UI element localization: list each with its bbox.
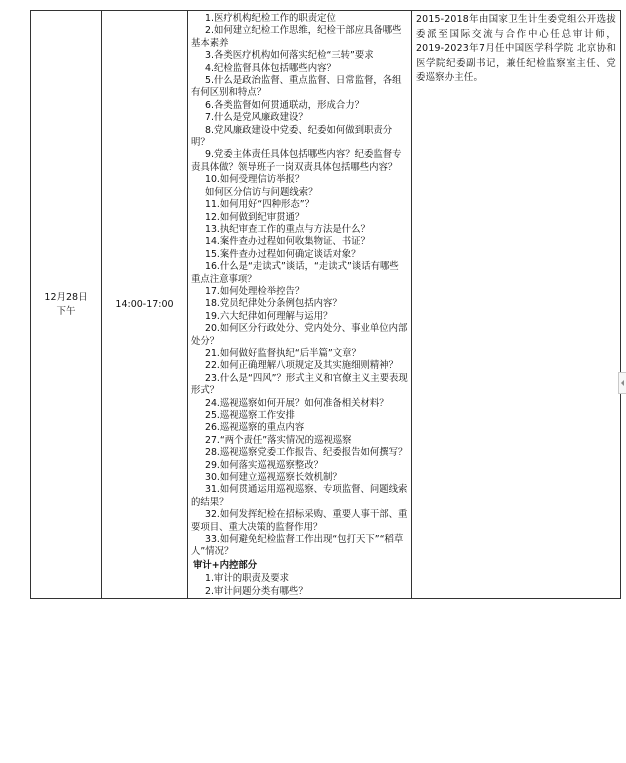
session-time: 14:00-17:00 xyxy=(115,299,174,311)
audit-subheading: 审计+内控部分 xyxy=(193,559,258,571)
topic-item: 30.如何建立巡视巡察长效机制？ xyxy=(205,472,342,484)
topic-item: 25.巡视巡察工作安排 xyxy=(205,410,295,421)
topic-item: 27.“两个责任”落实情况的巡视巡察 xyxy=(205,434,352,446)
topic-item: 24.巡视巡察如何开展？如何准备相关材料？ xyxy=(205,397,389,409)
content-cell xyxy=(188,11,412,599)
topic-item: 23.什么是“四风”？形式主义和官僚主义主要表现形式？ xyxy=(191,372,408,397)
topic-item: 11.如何用好“四种形态”？ xyxy=(205,199,314,211)
topic-item: 2.审计问题分类有哪些？ xyxy=(205,585,308,597)
topic-item: 10.如何受理信访举报？ xyxy=(205,174,305,186)
topic-item: 19.六大纪律如何理解与运用？ xyxy=(205,310,333,322)
topic-item: 3.各类医疗机构如何落实纪检“三转”要求 xyxy=(205,50,374,62)
topic-item: 12.如何做到纪审贯通？ xyxy=(205,211,305,223)
topic-item: 29.如何落实巡视巡察整改？ xyxy=(205,459,324,471)
topic-item: 21.如何做好监督执纪“后半篇”文章？ xyxy=(205,347,361,359)
topic-item: 1.医疗机构纪检工作的职责定位 xyxy=(205,13,336,24)
instructor-bio-cell xyxy=(412,11,621,599)
session-date: 12月28日 xyxy=(44,291,88,303)
session-period: 下午 xyxy=(56,305,76,317)
topic-item: 33.如何避免纪检监督工作出现“包打天下”“稻草人”情况？ xyxy=(191,534,404,558)
topic-item: 6.各类监督如何贯通联动，形成合力？ xyxy=(205,99,364,111)
topic-item: 1.审计的职责及要求 xyxy=(205,573,289,585)
topic-item: 18.党员纪律处分条例包括内容？ xyxy=(205,298,342,310)
topic-item: 如何区分信访与问题线索？ xyxy=(205,186,318,198)
topic-item: 5.什么是政治监督、重点监督、日常监督，各组有何区别和特点？ xyxy=(191,75,402,99)
schedule-row xyxy=(31,11,621,599)
topic-item: 32.如何发挥纪检在招标采购、重要人事干部、重要项目、重大决策的监督作用？ xyxy=(191,509,408,533)
topic-item: 22.如何正确理解八项规定及其实施细则精神？ xyxy=(205,360,399,372)
topic-item: 8.党风廉政建设中党委、纪委如何做到职责分明？ xyxy=(191,124,393,149)
topic-item: 20.如何区分行政处分、党内处分、事业单位内部处分？ xyxy=(191,323,408,347)
topic-item: 31.如何贯通运用巡视巡察、专项监督、问题线索的结果？ xyxy=(191,484,408,508)
topic-item: 7.什么是党风廉政建设？ xyxy=(205,112,308,124)
topic-item: 14.案件查办过程如何收集物证、书证？ xyxy=(205,236,370,248)
time-cell xyxy=(102,11,188,599)
topic-item: 28.巡视巡察党委工作报告、纪委报告如何撰写？ xyxy=(205,447,408,459)
topic-item: 13.执纪审查工作的重点与方法是什么？ xyxy=(205,223,370,235)
topic-list xyxy=(191,13,408,559)
topic-item: 2.如何建立纪检工作思维，纪检干部应具备哪些基本素养 xyxy=(191,25,402,49)
topic-item: 16.什么是“走读式”谈话，“走读式”谈话有哪些重点注意事项？ xyxy=(191,261,399,285)
collapse-handle-icon[interactable] xyxy=(618,372,626,394)
schedule-table xyxy=(30,10,621,599)
topic-item: 26.巡视巡察的重点内容 xyxy=(205,422,305,434)
topic-item: 4.纪检监督具体包括哪些内容？ xyxy=(205,62,336,74)
date-cell xyxy=(31,11,102,599)
topic-item: 17.如何处理检举控告？ xyxy=(205,285,305,297)
audit-topic-list xyxy=(191,573,408,598)
topic-item: 9.党委主体责任具体包括哪些内容？纪委监督专责具体做？领导班子一岗双责具体包括哪些内容？ xyxy=(191,149,402,173)
topic-item: 15.案件查办过程如何确定谈话对象？ xyxy=(205,248,361,260)
instructor-bio: 2015-2018年由国家卫生计生委党组公开选拔委派至国际交流与合作中心任总审计师，2019-2023年7月任中国医学科学院 北京协和医学院纪委副书记，兼任纪检监察室主任、党委巡察办主任。 xyxy=(416,14,616,84)
